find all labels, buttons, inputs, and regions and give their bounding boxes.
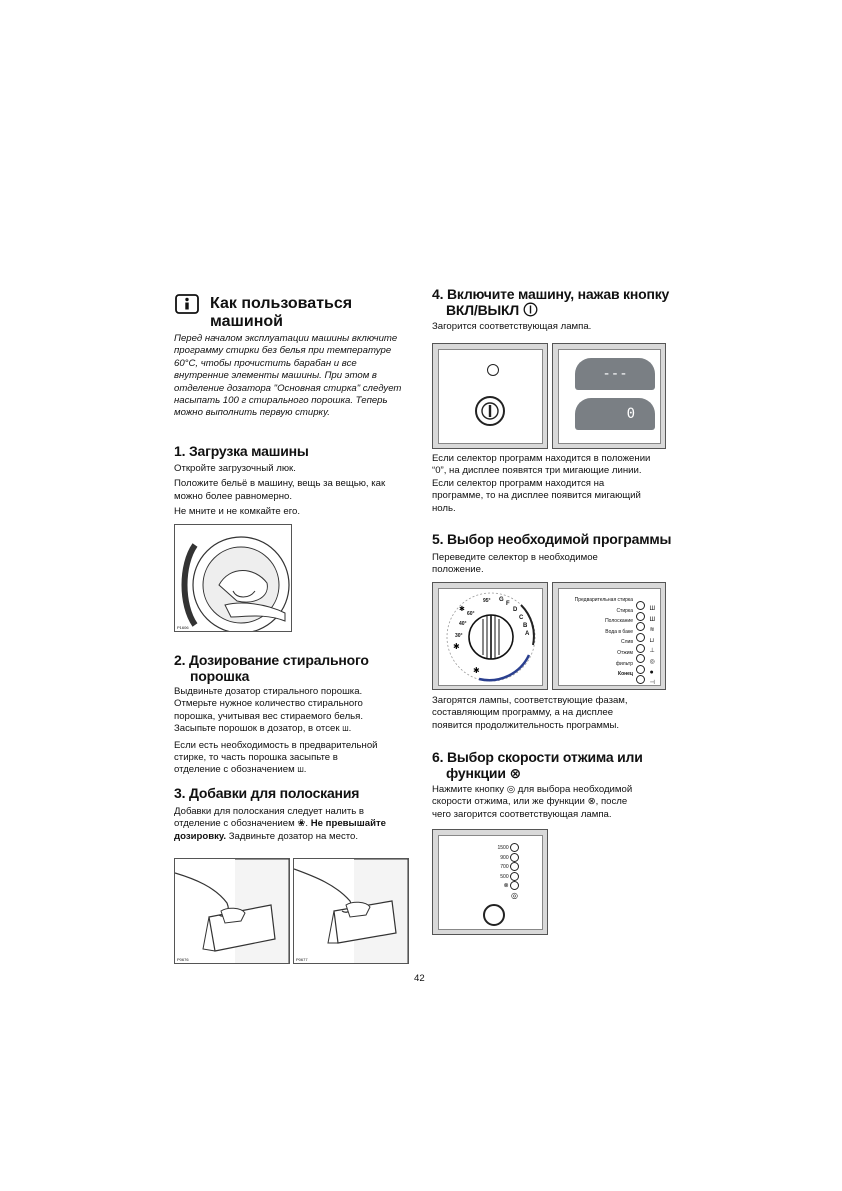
program-text: Переведите селектор в необходимое положение. [432, 552, 598, 576]
info-icon [175, 294, 199, 314]
power-icon [523, 302, 538, 320]
figure-code: P0677 [296, 957, 308, 962]
program-dial[interactable] [469, 615, 513, 659]
section-title-spin: 6. Выбор скорости отжима или функции ⊗ [432, 749, 643, 781]
rinse-text: Добавки для полоскания следует налить в отделение с обозначением ❀. Не превышайте дозировку. Задвиньте дозатор на место. [174, 806, 387, 842]
main-wash-icon: Ш [342, 726, 349, 734]
section-title-dosing: 2. Дозирование стирального порошка [174, 652, 369, 684]
section-title-intro: Как пользоваться машиной [210, 295, 353, 330]
dosing-text: Выдвиньте дозатор стирального порошка. Отмерьте нужное количество стирального порошка, учитывая вес стираемого белья. Засыпьте порошок в дозатор, в отсек Ш. Если есть необходимость в предварительной стирке, то часть порошка засыпьте в отделение с обозначением Ш. [174, 686, 378, 776]
power-lamp [487, 364, 499, 376]
phase-label-spin: Отжим [617, 649, 633, 656]
loading-illustration [174, 524, 292, 632]
dial-letter-c: C [519, 615, 524, 621]
speed-lamp [510, 872, 519, 881]
power-button[interactable] [475, 396, 505, 426]
spin-speed-panel [432, 829, 548, 935]
dispenser-illustration-1 [174, 858, 290, 964]
dial-letter-d: D [513, 607, 518, 613]
spin-icon: ◎ [511, 890, 518, 900]
power-button-panel [432, 343, 548, 449]
intro-text: Перед началом эксплуатации машины включите программу стирки без белья при температуре 60°С, чтобы прочистить барабан и все внутренние элементы машины. При этом в отделение дозатора "Основная стирка" следует насыпать 100 г стирального порошка. Теперь можно выполнить первую стирку. [174, 333, 402, 419]
dial-letter-a: A [525, 631, 530, 637]
display-zero: 0 [575, 398, 655, 430]
svg-text:✱: ✱ [459, 605, 465, 613]
no-spin-lamp [510, 881, 519, 890]
speed-lamp [510, 862, 519, 871]
dial-temp-30: 30° [455, 633, 463, 639]
svg-text:✱: ✱ [473, 666, 480, 675]
no-spin-icon: ⊗ [587, 796, 596, 808]
svg-text:✱: ✱ [453, 642, 460, 651]
dial-temp-40: 40° [459, 621, 467, 627]
dial-temp-95: 95° [483, 598, 491, 604]
power-on-text: Если селектор программ находится в положении “0”, на дисплее появятся три мигающие линии. Если селектор программ находится на программе, то на дисплее появится мигающий ноль. [432, 453, 651, 514]
phase-lamp [636, 675, 645, 684]
filter-icon: ● [649, 668, 654, 676]
prewash-icon: Ш [649, 606, 655, 612]
page-number: 42 [414, 973, 425, 984]
section-title-power-on: 4. Включите машину, нажав кнопку ВКЛ/ВЫКЛ [432, 286, 669, 320]
section-title-loading: 1. Загрузка машины [174, 443, 309, 459]
section-title-rinse: 3. Добавки для полоскания [174, 785, 360, 801]
speed-label-700: 700 [500, 863, 509, 870]
figure-code: P0676 [177, 957, 189, 962]
phase-lamps-panel [552, 582, 666, 690]
power-on-subtext: Загорится соответствующая лампа. [432, 321, 592, 332]
spin-button-icon: ◎ [506, 784, 516, 795]
no-spin-icon: ⊗ [503, 882, 509, 889]
speed-label-500: 500 [500, 873, 509, 880]
phase-label-water-in-tub: Вода в баке [605, 628, 633, 635]
softener-icon: ❀ [297, 818, 306, 830]
program-result-text: Загорятся лампы, соответствующие фазам, составляющим программу, а на дисплее появится продолжительность программы. [432, 695, 628, 731]
water-tub-icon: ⊔ [649, 637, 655, 644]
speed-label-1500: 1500 [497, 844, 509, 851]
phase-label-drain: Слив [621, 639, 633, 646]
speed-lamp [510, 853, 519, 862]
wash-icon: Ш [649, 616, 655, 623]
display-dashes: --- [575, 358, 655, 390]
dispenser-illustration-2 [293, 858, 409, 964]
phase-label-rinse: Полоскание [605, 618, 633, 625]
phase-label-filter: фильтр [615, 660, 633, 667]
speed-lamp [510, 843, 519, 852]
figure-code: P1606 [177, 625, 189, 630]
dial-letter-g: G [499, 597, 504, 603]
dial-letter-b: B [523, 623, 528, 629]
prewash-icon: Ш [297, 767, 304, 775]
phase-label-end: Конец [618, 671, 633, 678]
spin-text: Нажмите кнопку ◎ для выбора необходимой скорости отжима, или же функции ⊗, после чего загорится соответствующая лампа. [432, 784, 633, 820]
end-icon: ⊣ [649, 680, 655, 687]
phase-label-wash: Стирка [616, 607, 633, 614]
loading-text: Откройте загрузочный люк. Положите бельё в машину, вещь за вещью, как можно более равномерно. Не мните и не комкайте его. [174, 463, 386, 518]
drain-icon: ⊥ [649, 648, 655, 655]
dial-temp-60: 60° [467, 611, 475, 617]
spin-icon: ◎ [649, 658, 655, 665]
section-title-program: 5. Выбор необходимой программы [432, 531, 672, 547]
display-panel [552, 343, 666, 449]
no-spin-icon: ⊗ [509, 765, 521, 781]
speed-label-900: 900 [500, 854, 509, 861]
dial-letter-f: F [506, 601, 510, 607]
spin-button[interactable] [483, 904, 505, 926]
program-selector-panel [432, 582, 548, 690]
rinse-icon: ≋ [649, 627, 655, 634]
phase-label-prewash: Предварительная стирка [574, 597, 633, 603]
